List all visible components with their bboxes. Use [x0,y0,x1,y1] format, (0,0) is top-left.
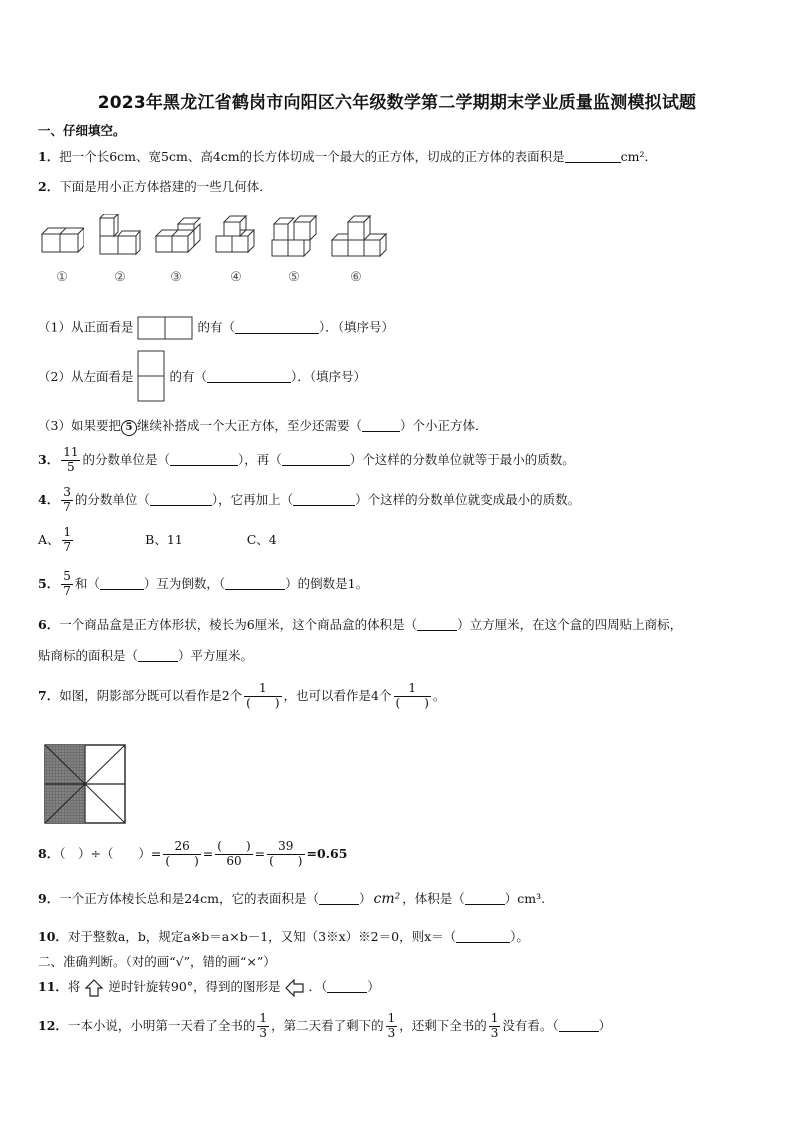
q3-text-a: 的分数单位是（ [82,451,170,467]
q8-fraction-1: $\frac{26}{( )}$ [165,839,199,868]
q6-blank-1[interactable] [417,617,457,631]
front-view-icon [137,316,193,340]
q6-number: 6． [38,617,60,632]
page-title: 2023年黑龙江省鹤岗市向阳区六年级数学第二学期期末学业质量监测模拟试题 [97,93,697,113]
q4-option-a[interactable]: A、 $\frac{1}{7}$ [38,525,72,554]
q4-blank-1[interactable] [150,492,212,506]
section-1-heading: 一、仔细填空。 [38,123,126,138]
section-2-heading: 二、准确判断。（对的画“√”，错的画“×”） [38,954,276,969]
q2-p3-text-c: ）个小正方体． [399,418,488,433]
q11-text-c: ．（ [308,979,328,994]
cube-figure-4 [214,214,260,258]
cube-figure-5 [270,214,320,262]
q4-blank-2[interactable] [293,492,355,506]
q2-p3-answer-blank[interactable] [362,418,400,432]
q8-text-a: （ ）÷（ ）= [59,845,162,861]
q5-text-b: ）互为倒数，（ [143,575,226,591]
q12-text-e: ） [598,1017,612,1033]
q11-text-a: 将 [67,979,81,994]
q4-text-c: ）个这样的分数单位就变成最小的质数。 [355,491,581,507]
question-6-line-1 [38,615,682,633]
q3-text-b: ），再（ [238,451,282,467]
q12-text-d: 没有看。（ [502,1017,559,1033]
q6-text-c: 贴商标的面积是（ [38,648,139,663]
figure-label-6: ⑥ [350,270,362,285]
cube-figure-1 [40,214,84,258]
q4-option-b[interactable]: B、11 [145,531,183,547]
q3-text-c: ）个这样的分数单位就等于最小的质数。 [349,451,575,467]
q9-text-c: ，体积是（ [402,891,465,906]
q10-blank[interactable] [456,929,510,943]
q3-number: 3． [38,451,60,467]
q10-text-a: 对于整数a，b，规定a※b＝a×b－1，又知（3※x）※2＝0，则x＝（ [67,929,457,944]
cube-figure-3 [154,214,202,258]
question-9: 9．一个正方体棱长总和是24cm，它的表面积是（ ） cm² ，体积是（ ）cm³. [38,891,546,907]
q5-blank-1[interactable] [100,576,144,590]
q12-fraction-3: $\frac{1}{3}$ [490,1011,499,1040]
q2-text: 下面是用小正方体搭建的一些几何体． [59,179,272,194]
cube-figures [40,214,400,294]
figure-label-2: ② [114,270,126,285]
question-5 [38,570,368,599]
figure-label-5: ⑤ [288,270,300,285]
q12-fraction-1: $\frac{1}{3}$ [259,1011,268,1040]
q8-fraction-2: $\frac{( )}{60}$ [217,839,251,868]
q7-number: 7． [38,687,60,703]
q7-fraction-2: $\frac{1}{( )}$ [395,681,429,710]
q1-text: 把一个长6cm、宽5cm、高4cm的长方体切成一个最大的正方体，切成的正方体的表面积是 [59,149,565,164]
q7-text-c: 。 [432,687,446,703]
figure-label-3: ③ [170,270,182,285]
q12-text-a: 一本小说，小明第一天看了全书的 [67,1017,256,1033]
q3-fraction: $\frac{11}{5}$ [63,445,79,474]
question-7 [38,682,445,711]
q2-p1-text-c: ）．（填序号） [318,319,394,335]
q9-number: 9． [38,891,60,906]
q11-number: 11． [38,979,68,994]
q9-blank-1[interactable] [319,891,359,905]
left-view-icon [137,350,165,402]
question-1 [38,147,657,165]
q8-number: 8． [38,845,60,861]
q2-p3-text: （3）如果要把 [38,418,121,433]
q7-text-a: 如图，阴影部分既可以看作是2个 [59,687,243,703]
q4-fraction: $\frac{3}{7}$ [63,485,71,514]
cube-figure-6 [330,214,388,262]
q5-fraction: $\frac{5}{7}$ [63,569,71,598]
question-3 [38,446,575,475]
question-2 [38,177,272,195]
question-2-part-2 [38,350,366,402]
q2-p1-text: （1）从正面看是 [38,319,134,335]
q10-number: 10． [38,929,68,944]
q8-result: =0.65 [306,845,348,861]
q12-answer-blank[interactable] [559,1018,599,1032]
q5-blank-2[interactable] [225,576,285,590]
q7-fraction-1: $\frac{1}{( )}$ [246,681,280,710]
q5-text-c: ）的倒数是1。 [285,575,369,591]
q9-blank-2[interactable] [465,891,505,905]
q6-text-d: ）平方厘米。 [178,648,254,663]
q2-p2-text: （2）从左面看是 [38,369,134,384]
q4-number: 4． [38,491,60,507]
q2-p2-text-c: ）．（填序号） [290,369,366,384]
q12-text-b: ，第二天看了剩下的 [271,1017,384,1033]
q1-answer-blank[interactable] [565,149,621,163]
q2-p1-answer-blank[interactable] [235,320,319,334]
q9-text-a: 一个正方体棱长总和是24cm，它的表面积是（ [59,891,319,906]
q4-text-b: ），它再加上（ [211,491,294,507]
q4-option-c[interactable]: C、4 [246,531,277,547]
cube-figure-2 [98,214,142,258]
question-11 [38,977,380,997]
question-12 [38,1012,611,1041]
q5-text-a: 和（ [74,575,100,591]
question-8: 8．（ ）÷（ ）= $\frac{26}{( )}$ = $\frac{( )}{60}$ = $\frac{39}{( )}$ =0.65 [38,839,348,868]
question-2-part-3 [38,416,488,436]
question-2-part-1 [38,316,394,340]
q11-text-d: ） [367,979,380,994]
figure-label-1: ① [56,270,68,285]
figure-5-reference: 5 [121,420,137,436]
q8-fraction-3: $\frac{39}{( )}$ [269,839,303,868]
q12-number: 12． [38,1017,68,1033]
q9-text-d: ）cm³. [504,891,546,906]
q2-p2-text-b: 的有（ [169,369,207,384]
q3-blank-1[interactable] [170,452,238,466]
q11-text-b: 逆时针旋转90°，得到的图形是 [108,979,281,994]
q12-fraction-2: $\frac{1}{3}$ [387,1011,396,1040]
q11-answer-blank[interactable] [327,979,367,993]
question-4 [38,486,580,515]
q6-text-b: ）立方厘米，在这个盒的四周贴上商标， [457,617,683,632]
q2-p1-text-b: 的有（ [197,319,235,335]
arrow-shape-original-icon [84,979,104,997]
q6-text-a: 一个商品盒是正方体形状，棱长为6厘米，这个商品盒的体积是（ [59,617,418,632]
q1-unit: cm²． [620,149,657,164]
q6-blank-2[interactable] [138,648,178,662]
q9-unit-cm2: cm² [373,891,401,907]
q7-shaded-square-figure [44,744,126,824]
q3-blank-2[interactable] [282,452,350,466]
q1-number: 1． [38,149,60,164]
q4-text-a: 的分数单位（ [74,491,150,507]
q2-number: 2． [38,179,60,194]
q2-p3-text-b: 继续补搭成一个大正方体，至少还需要（ [136,418,362,433]
q5-number: 5． [38,575,60,591]
question-4-options [38,526,277,555]
q12-text-c: ，还剩下全书的 [399,1017,487,1033]
q10-text-b: ）。 [510,929,529,944]
q2-p2-answer-blank[interactable] [207,369,291,383]
q7-text-b: ，也可以看作是4个 [283,687,392,703]
arrow-shape-rotated-icon [285,979,305,997]
figure-label-4: ④ [230,270,242,285]
question-10 [38,927,529,945]
question-6-line-2 [38,646,253,664]
